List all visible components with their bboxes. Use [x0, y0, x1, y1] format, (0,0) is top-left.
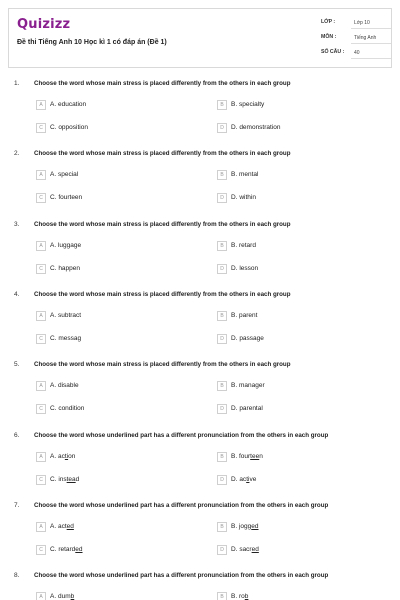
option-underlined-part: ti [246, 475, 250, 483]
option-text [50, 265, 80, 272]
meta-key: LỚP : [321, 19, 336, 25]
option-label: A. [50, 593, 57, 600]
question-number: 8. [14, 572, 20, 580]
option-text [231, 476, 256, 483]
option-letter-box[interactable]: B [217, 170, 227, 180]
option-underlined-part: tee [250, 452, 260, 460]
option-label: C. [50, 545, 57, 553]
option-label: D. [231, 334, 238, 342]
option-word-rest: d [75, 475, 80, 483]
option-text [231, 242, 256, 249]
quizizz-logo: Quizizz [17, 17, 71, 32]
option-underlined-part: b [70, 593, 75, 600]
option-label: B. [231, 101, 238, 108]
option-letter-box[interactable]: D [217, 545, 227, 555]
option-underlined-part: b [244, 593, 249, 600]
option-word: mental [238, 171, 259, 179]
meta-row [321, 31, 391, 46]
option-word: fourteen [58, 194, 83, 202]
option-word: education [57, 101, 87, 108]
option-letter-box[interactable]: C [36, 264, 46, 274]
option-word: four [238, 452, 251, 460]
option-letter-box[interactable]: A [36, 452, 46, 462]
option-letter-box[interactable]: D [217, 193, 227, 203]
option-text [231, 101, 264, 108]
meta-value: Tiếng Anh [351, 33, 391, 44]
option-letter-box[interactable]: A [36, 170, 46, 180]
option-letter-box[interactable]: D [217, 123, 227, 133]
meta-value: 40 [351, 48, 391, 59]
option-underlined-part: ed [75, 545, 83, 553]
option-letter-box[interactable]: B [217, 452, 227, 462]
option-letter-box[interactable]: D [217, 475, 227, 485]
option-text [231, 546, 259, 553]
option-word: manager [238, 382, 265, 390]
option-label: D. [231, 264, 238, 272]
meta-key: MÔN : [321, 34, 337, 40]
option-letter-box[interactable]: B [217, 592, 227, 600]
option-word: happen [58, 264, 81, 272]
option-word: messag [58, 334, 82, 342]
question-item [14, 432, 394, 502]
option-letter-box[interactable]: A [36, 100, 46, 110]
option-text [50, 194, 82, 201]
option-letter-box[interactable]: C [36, 545, 46, 555]
question-number: 5. [14, 361, 20, 369]
option-word: luggage [57, 241, 82, 249]
meta-row [321, 46, 391, 61]
option-label: C. [50, 124, 57, 131]
option-letter-box[interactable]: C [36, 475, 46, 485]
option-label: B. [231, 241, 238, 249]
option-letter-box[interactable]: B [217, 241, 227, 251]
option-label: C. [50, 405, 57, 413]
option-underlined-part: ed [66, 522, 74, 530]
option-label: A. [50, 452, 57, 460]
option-text [50, 382, 79, 389]
option-text [50, 101, 86, 108]
worksheet-title: Đề thi Tiếng Anh 10 Học kì 1 có đáp án (Đề 1) [17, 39, 167, 46]
question-text: Choose the word whose main stress is placed differently from the others in each group [34, 80, 291, 87]
option-word: retard [58, 545, 76, 553]
option-word: jogg [238, 522, 252, 530]
option-letter-box[interactable]: A [36, 241, 46, 251]
question-number: 4. [14, 290, 20, 298]
option-label: C. [50, 334, 57, 342]
option-letter-box[interactable]: B [217, 522, 227, 532]
option-text [231, 593, 248, 600]
option-word: ro [238, 593, 245, 600]
option-text [231, 171, 258, 178]
option-word-rest: n [259, 452, 263, 460]
question-item [14, 221, 394, 291]
option-word: subtract [57, 311, 82, 319]
option-letter-box[interactable]: B [217, 311, 227, 321]
option-letter-box[interactable]: C [36, 404, 46, 414]
question-text: Choose the word whose underlined part has a different pronunciation from the others in each group [34, 572, 329, 580]
option-text [50, 453, 75, 460]
option-word: lesson [239, 264, 259, 272]
option-label: B. [231, 311, 238, 319]
option-word: special [57, 171, 79, 179]
option-letter-box[interactable]: C [36, 334, 46, 344]
worksheet-header [8, 8, 392, 68]
question-number: 7. [14, 501, 20, 509]
meta-value: Lớp 10 [351, 18, 391, 29]
option-label: B. [231, 171, 238, 179]
option-word: passage [239, 334, 264, 342]
option-word: act [57, 522, 67, 530]
option-label: A. [50, 241, 57, 249]
option-word: disable [57, 382, 79, 390]
option-word: within [239, 194, 256, 202]
question-text: Choose the word whose underlined part has a different pronunciation from the others in each group [34, 431, 329, 439]
option-label: D. [231, 405, 238, 413]
option-label: C. [50, 475, 57, 483]
option-label: B. [231, 452, 238, 460]
question-item [14, 80, 394, 150]
option-text [231, 124, 281, 131]
option-word: sacr [239, 545, 252, 553]
question-text: Choose the word whose main stress is placed differently from the others in each group [34, 361, 291, 369]
option-text [50, 124, 88, 131]
option-word: parent [238, 311, 258, 319]
option-label: A. [50, 101, 57, 108]
option-label: A. [50, 311, 57, 319]
option-letter-box[interactable]: A [36, 381, 46, 391]
option-text [50, 523, 74, 530]
option-word: parental [239, 405, 263, 413]
option-letter-box[interactable]: A [36, 592, 46, 600]
option-label: D. [231, 475, 238, 483]
option-label: C. [50, 264, 57, 272]
option-letter-box[interactable]: D [217, 334, 227, 344]
option-letter-box[interactable]: A [36, 311, 46, 321]
option-text [50, 476, 79, 483]
option-word: ins [58, 475, 67, 483]
option-underlined-part: ti [64, 452, 69, 460]
meta-row [321, 16, 391, 31]
question-text: Choose the word whose main stress is placed differently from the others in each group [34, 220, 291, 228]
option-text [231, 312, 257, 319]
option-word-rest: on [68, 452, 76, 460]
option-text [231, 194, 256, 201]
question-item [14, 291, 394, 361]
option-word: dum [57, 593, 71, 600]
meta-key: SỐ CÂU : [321, 49, 345, 55]
option-label: A. [50, 171, 57, 179]
option-label: B. [231, 382, 238, 390]
option-underlined-part: ed [251, 522, 259, 530]
option-text [231, 335, 264, 342]
option-text [50, 335, 81, 342]
option-letter-box[interactable]: B [217, 381, 227, 391]
question-item [14, 361, 394, 431]
question-number: 1. [14, 80, 20, 87]
option-word: ac [239, 475, 247, 483]
option-word: opposition [58, 124, 88, 131]
option-label: D. [231, 124, 238, 131]
option-text [231, 523, 259, 530]
question-number: 6. [14, 431, 20, 439]
question-text: Choose the word whose main stress is placed differently from the others in each group [34, 290, 291, 298]
option-label: A. [50, 522, 57, 530]
option-word: condition [58, 405, 85, 413]
option-text [231, 405, 263, 412]
option-text [50, 546, 83, 553]
option-underlined-part: tea [66, 475, 76, 483]
option-text [231, 453, 263, 460]
question-text: Choose the word whose main stress is placed differently from the others in each group [34, 150, 291, 158]
option-word: specialty [238, 101, 265, 108]
option-letter-box[interactable]: C [36, 123, 46, 133]
question-number: 2. [14, 150, 20, 158]
option-text [50, 312, 81, 319]
question-text: Choose the word whose underlined part has a different pronunciation from the others in each group [34, 501, 329, 509]
option-letter-box[interactable]: B [217, 100, 227, 110]
option-label: C. [50, 194, 57, 202]
option-label: A. [50, 382, 57, 390]
option-text [231, 265, 258, 272]
option-text [50, 171, 78, 178]
question-number: 3. [14, 220, 20, 228]
option-text [50, 242, 81, 249]
option-label: B. [231, 593, 238, 600]
option-underlined-part: ed [251, 545, 259, 553]
option-word-rest: ve [249, 475, 257, 483]
option-letter-box[interactable]: D [217, 404, 227, 414]
option-text [50, 405, 84, 412]
option-letter-box[interactable]: C [36, 193, 46, 203]
option-label: D. [231, 545, 238, 553]
option-label: B. [231, 522, 238, 530]
option-word: demonstration [239, 124, 281, 131]
option-word: ac [57, 452, 65, 460]
option-text [50, 593, 74, 600]
question-item [14, 572, 394, 600]
question-item [14, 502, 394, 572]
option-letter-box[interactable]: A [36, 522, 46, 532]
question-item [14, 150, 394, 220]
option-letter-box[interactable]: D [217, 264, 227, 274]
option-label: D. [231, 194, 238, 202]
option-word: retard [238, 241, 256, 249]
worksheet-meta [321, 16, 391, 61]
option-text [231, 382, 265, 389]
